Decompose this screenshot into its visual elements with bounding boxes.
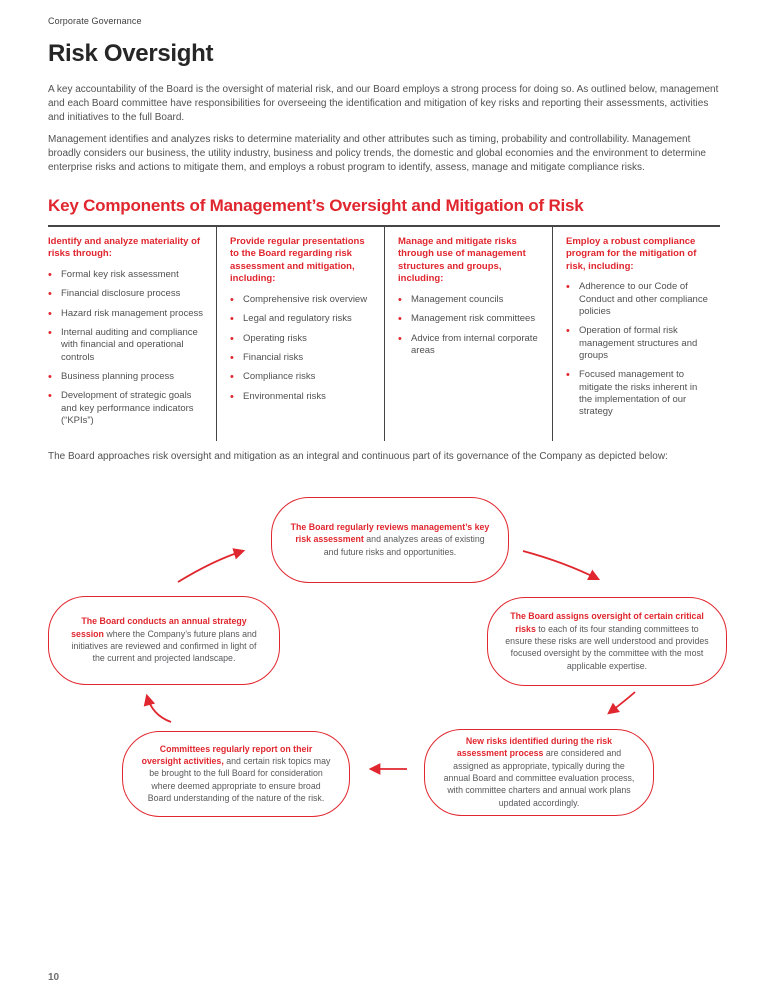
diagram-box-text: Committees regularly report on their oversight activities, and certain risk topics may be brought to the full Board for consideration where deemed appropriate to ensure broad Board understanding of the nature of the risk. — [141, 743, 331, 804]
bullet-item: • Focused management to mitigate the risks inherent in the implementation of our strategy — [566, 369, 708, 418]
bullet-item: • Internal auditing and compliance with financial and operational controls — [48, 327, 204, 364]
diagram-box-text: New risks identified during the risk assessment process are considered and assigned as appropriate, typically during the annual Board and committee evaluation process, with committee charters and annual work plans updated accordingly. — [443, 736, 635, 808]
bullet-list — [566, 281, 708, 418]
bullet-item: • Operation of formal risk management structures and groups — [566, 325, 708, 362]
intro-paragraph-1: A key accountability of the Board is the oversight of material risk, and our Board employs a strong process for doing so. As outlined below, management and each Board committee have responsibilities for overseeing the identification and mitigation of key risks and reporting their assessments, activities and initiatives to the full Board. — [48, 84, 719, 123]
column-heading: Manage and mitigate risks through use of management structures and groups, including: — [398, 235, 526, 285]
bullet-item: • Compliance risks — [230, 371, 372, 383]
diagram-box-new-risks — [424, 729, 654, 816]
column-compliance-program — [552, 227, 720, 441]
arrow-top-to-right — [523, 551, 598, 579]
intro-paragraph-2: Management identifies and analyzes risks to determine materiality and other attributes such as timing, probability and controllability. Management broadly considers our business, the utility industry, business and policy trends, the domestic and global economies and the environment to determine enterprise risks and actions to mitigate them, and employs a robust program to identify, assess, manage and mitigate compliance risks. — [48, 134, 706, 173]
diagram-box-annual-strategy — [48, 596, 280, 685]
bullet-item: • Environmental risks — [230, 391, 372, 403]
diagram-box-board-reviews — [271, 497, 509, 583]
column-heading: Identify and analyze materiality of risks through: — [48, 235, 201, 260]
bullet-item: • Comprehensive risk overview — [230, 294, 372, 306]
page-number: 10 — [48, 972, 60, 983]
bullet-item: • Operating risks — [230, 333, 372, 345]
bullet-list — [48, 269, 204, 427]
column-heading: Employ a robust compliance program for the mitigation of risk, including: — [566, 235, 697, 272]
key-components-grid — [48, 225, 720, 441]
risk-cycle-diagram — [0, 482, 768, 832]
arrow-bottomleft-to-left — [147, 696, 171, 722]
diagram-box-committees-report — [122, 731, 350, 817]
diagram-box-board-assigns — [487, 597, 727, 686]
bullet-item: • Business planning process — [48, 371, 204, 383]
page-title: Risk Oversight — [48, 40, 214, 67]
bullet-item: • Legal and regulatory risks — [230, 313, 372, 325]
breadcrumb: Corporate Governance — [48, 16, 142, 26]
bullet-list — [230, 294, 372, 403]
bullet-item: • Adherence to our Code of Conduct and other compliance policies — [566, 281, 708, 318]
bullet-item: • Management councils — [398, 294, 540, 306]
arrow-left-to-top — [178, 551, 243, 582]
bullet-item: • Hazard risk management process — [48, 308, 204, 320]
column-management-structures — [384, 227, 552, 441]
column-heading: Provide regular presentations to the Board regarding risk assessment and mitigation, including: — [230, 235, 365, 285]
bullet-item: • Financial disclosure process — [48, 288, 204, 300]
diagram-intro: The Board approaches risk oversight and mitigation as an integral and continuous part of its governance of the Company as depicted below: — [48, 450, 668, 462]
column-board-presentations — [216, 227, 384, 441]
bullet-item: • Management risk committees — [398, 313, 540, 325]
bullet-item: • Development of strategic goals and key performance indicators (“KPIs”) — [48, 390, 204, 427]
column-identify-risks — [48, 227, 216, 441]
arrow-right-to-bottomright — [609, 692, 635, 713]
diagram-box-text: The Board assigns oversight of certain critical risks to each of its four standing committees to ensure these risks are well understood and provides focused oversight by the committee with the most applicable expertise. — [505, 611, 709, 671]
section-heading: Key Components of Management’s Oversight and Mitigation of Risk — [48, 195, 584, 215]
bullet-list — [398, 294, 540, 357]
bullet-item: • Advice from internal corporate areas — [398, 333, 540, 358]
diagram-box-text: The Board conducts an annual strategy session where the Company’s future plans and initiatives are reviewed and confirmed in light of the current and projected landscape. — [71, 616, 257, 664]
bullet-item: • Formal key risk assessment — [48, 269, 204, 281]
bullet-item: • Financial risks — [230, 352, 372, 364]
diagram-box-text: The Board regularly reviews management’s key risk assessment and analyzes areas of existing and future risks and opportunities. — [290, 522, 490, 557]
